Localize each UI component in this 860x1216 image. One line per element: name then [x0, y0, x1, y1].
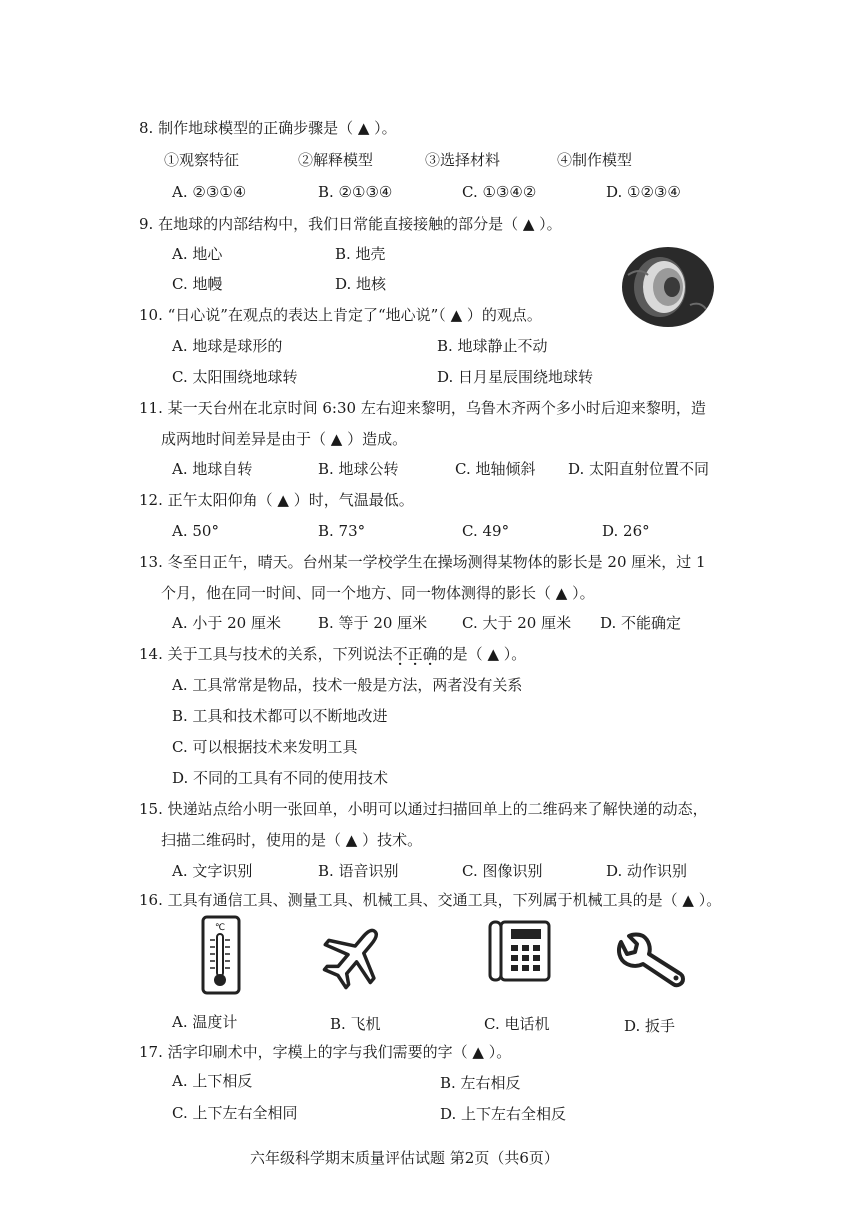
q9-option-c: C. 地幔: [172, 275, 223, 293]
question-8-stem: 8. 制作地球模型的正确步骤是（ ▲ ）。: [139, 119, 397, 137]
question-16-stem: 16. 工具有通信工具、测量工具、机械工具、交通工具，下列属于机械工具的是（ ▲ ）。: [139, 891, 722, 909]
q15-option-d: D. 动作识别: [606, 862, 688, 880]
q17-option-b: B. 左右相反: [440, 1074, 521, 1092]
emphasis-char-2: 正: [407, 645, 423, 663]
q8-option-b: B. ②①③④: [318, 183, 393, 201]
q11-option-c: C. 地轴倾斜: [455, 460, 536, 478]
question-17-stem: 17. 活字印刷术中，字模上的字与我们需要的字（ ▲ ）。: [139, 1043, 512, 1061]
q8-step-2: ②解释模型: [298, 151, 374, 169]
earth-cross-section-icon: [620, 245, 716, 329]
q13-option-c: C. 大于 20 厘米: [462, 614, 572, 632]
q16-option-c: C. 电话机: [484, 1015, 550, 1033]
q17-option-a: A. 上下相反: [172, 1072, 253, 1090]
question-15-stem-line-2: 扫描二维码时，使用的是（ ▲ ）技术。: [161, 831, 423, 849]
q8-step-1: ①观察特征: [164, 151, 240, 169]
q13-option-a: A. 小于 20 厘米: [172, 614, 281, 632]
airplane-icon: [320, 920, 390, 990]
q8-option-a: A. ②③①④: [172, 183, 247, 201]
q8-option-d: D. ①②③④: [606, 183, 681, 201]
q17-option-d: D. 上下左右全相反: [440, 1105, 567, 1123]
thermometer-icon: [200, 914, 246, 998]
telephone-icon: [487, 918, 553, 984]
question-11-stem-line-1: 11. 某一天台州在北京时间 6:30 左右迎来黎明，乌鲁木齐两个多小时后迎来黎明，造: [139, 399, 706, 417]
question-14-stem-before: 14. 关于工具与技术的关系，下列说法: [139, 645, 393, 663]
q11-option-b: B. 地球公转: [318, 460, 399, 478]
q13-option-d: D. 不能确定: [600, 614, 682, 632]
q12-option-a: A. 50°: [172, 522, 219, 540]
page-footer: 六年级科学期末质量评估试题 第2页（共6页）: [250, 1149, 559, 1167]
question-13-stem-line-1: 13. 冬至日正午，晴天。台州某一学校学生在操场测得某物体的影长是 20 厘米，过 1: [139, 553, 706, 571]
q10-option-c: C. 太阳围绕地球转: [172, 368, 298, 386]
question-14-stem-after: 的是（ ▲ ）。: [437, 645, 527, 663]
q14-option-c: C. 可以根据技术来发明工具: [172, 738, 358, 756]
question-13-stem-line-2: 个月，他在同一时间、同一个地方、同一物体测得的影长（ ▲ ）。: [161, 584, 595, 602]
q12-option-b: B. 73°: [318, 522, 366, 540]
q10-option-d: D. 日月星辰围绕地球转: [437, 368, 594, 386]
q9-option-a: A. 地心: [172, 245, 223, 263]
q13-option-b: B. 等于 20 厘米: [318, 614, 428, 632]
q9-option-d: D. 地核: [335, 275, 387, 293]
q17-option-c: C. 上下左右全相同: [172, 1104, 298, 1122]
q8-option-c: C. ①③④②: [462, 183, 537, 201]
q9-option-b: B. 地壳: [335, 245, 386, 263]
q10-option-a: A. 地球是球形的: [172, 337, 283, 355]
q12-option-d: D. 26°: [602, 522, 650, 540]
question-10-stem: 10. “日心说”在观点的表达上肯定了“地心说”（ ▲ ）的观点。: [139, 306, 542, 324]
q14-option-a: A. 工具常常是物品，技术一般是方法，两者没有关系: [172, 676, 523, 694]
q12-option-c: C. 49°: [462, 522, 510, 540]
q11-option-a: A. 地球自转: [172, 460, 253, 478]
question-12-stem: 12. 正午太阳仰角（ ▲ ）时，气温最低。: [139, 491, 414, 509]
question-15-stem-line-1: 15. 快递站点给小明一张回单，小明可以通过扫描回单上的二维码来了解快递的动态，: [139, 800, 708, 818]
question-9-stem: 9. 在地球的内部结构中，我们日常能直接接触的部分是（ ▲ ）。: [139, 215, 562, 233]
question-14-stem: [139, 644, 526, 664]
q15-option-b: B. 语音识别: [318, 862, 399, 880]
q8-step-3: ③选择材料: [425, 151, 501, 169]
q16-option-a: A. 温度计: [172, 1013, 238, 1031]
q14-option-b: B. 工具和技术都可以不断地改进: [172, 707, 388, 725]
wrench-icon: [613, 932, 689, 988]
emphasis-char-3: 确: [422, 645, 438, 663]
question-11-stem-line-2: 成两地时间差异是由于（ ▲ ）造成。: [161, 430, 408, 448]
q16-option-d: D. 扳手: [624, 1017, 676, 1035]
q16-option-b: B. 飞机: [330, 1015, 381, 1033]
q8-step-4: ④制作模型: [557, 151, 633, 169]
q15-option-c: C. 图像识别: [462, 862, 543, 880]
q15-option-a: A. 文字识别: [172, 862, 253, 880]
q11-option-d: D. 太阳直射位置不同: [568, 460, 710, 478]
thermometer-unit-label: ℃: [214, 923, 226, 933]
q10-option-b: B. 地球静止不动: [437, 337, 548, 355]
q14-option-d: D. 不同的工具有不同的使用技术: [172, 769, 389, 787]
emphasis-char-1: 不: [392, 645, 408, 663]
